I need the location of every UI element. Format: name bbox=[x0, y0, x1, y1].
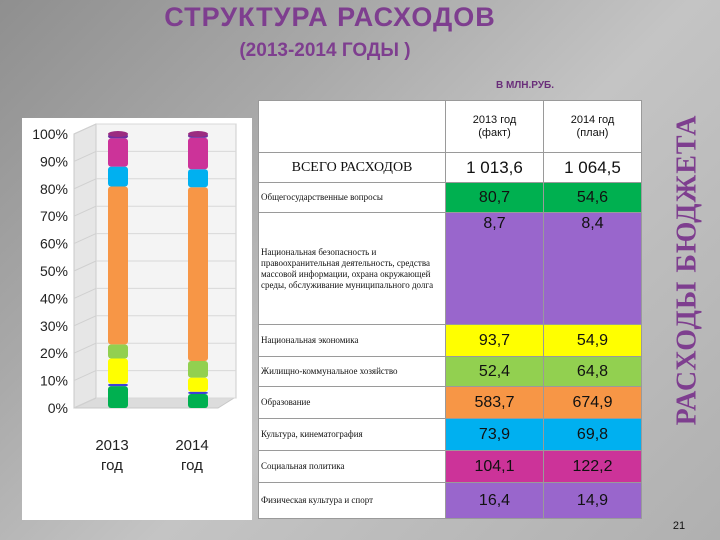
header-blank-cell bbox=[259, 101, 446, 153]
unit-label: В МЛН.РУБ. bbox=[495, 80, 555, 91]
row-value-2013: 73,9 bbox=[446, 419, 544, 451]
table-row bbox=[259, 419, 642, 451]
row-value-2014: 8,4 bbox=[544, 213, 642, 325]
bar-segment bbox=[188, 378, 208, 392]
row-value-2013: 104,1 bbox=[446, 451, 544, 483]
y-tick-label: 20% bbox=[39, 345, 68, 362]
y-tick-label: 0% bbox=[47, 400, 68, 416]
table-row-total bbox=[259, 153, 642, 183]
bar-top-cap bbox=[108, 131, 128, 137]
bar-segment bbox=[108, 386, 128, 408]
total-2013: 1 013,6 bbox=[446, 153, 544, 183]
header-2013: 2013 год (факт) bbox=[446, 101, 544, 153]
bar-segment bbox=[188, 361, 208, 378]
bar-segment bbox=[108, 138, 128, 166]
bar-segment bbox=[188, 187, 208, 361]
row-label: Физическая культура и спорт bbox=[259, 483, 446, 519]
bar-top-cap bbox=[188, 131, 208, 137]
bar-segment bbox=[108, 344, 128, 358]
row-value-2013: 8,7 bbox=[446, 213, 544, 325]
row-value-2014: 122,2 bbox=[544, 451, 642, 483]
bar-segment bbox=[188, 138, 208, 169]
slide-title: СТРУКТУРА РАСХОДОВ bbox=[164, 2, 496, 32]
row-label: Национальная безопасность и правоохранительная деятельность, средства массовой информации, охрана окружающей среды, обслуживание муниципального долга bbox=[259, 213, 446, 325]
row-value-2013: 583,7 bbox=[446, 387, 544, 419]
bar-segment bbox=[108, 167, 128, 187]
row-value-2014: 54,6 bbox=[544, 183, 642, 213]
page-number: 21 bbox=[672, 520, 686, 532]
side-title-wrapper bbox=[667, 40, 707, 500]
row-value-2013: 80,7 bbox=[446, 183, 544, 213]
y-tick-label: 60% bbox=[39, 235, 68, 252]
row-label: Жилищно-коммунальное хозяйство bbox=[259, 357, 446, 387]
header-2014: 2014 год (план) bbox=[544, 101, 642, 153]
row-label: Национальная экономика bbox=[259, 325, 446, 357]
y-tick-label: 90% bbox=[39, 153, 68, 170]
bar-segment bbox=[108, 359, 128, 384]
chart-floor bbox=[74, 398, 234, 408]
row-label: Общегосударственные вопросы bbox=[259, 183, 446, 213]
slide-subtitle: (2013-2014 ГОДЫ ) bbox=[239, 40, 411, 61]
x-category-label: год bbox=[181, 457, 203, 474]
row-label: Культура, кинематография bbox=[259, 419, 446, 451]
bar-segment bbox=[108, 384, 128, 386]
bar-segment bbox=[188, 394, 208, 408]
bar-segment bbox=[188, 169, 208, 187]
total-label: ВСЕГО РАСХОДОВ bbox=[259, 153, 446, 183]
side-title: РАСХОДЫ БЮДЖЕТА bbox=[671, 114, 703, 426]
row-label: Образование bbox=[259, 387, 446, 419]
row-value-2013: 52,4 bbox=[446, 357, 544, 387]
row-value-2014: 674,9 bbox=[544, 387, 642, 419]
y-tick-label: 70% bbox=[39, 208, 68, 225]
table-row bbox=[259, 483, 642, 519]
row-value-2013: 16,4 bbox=[446, 483, 544, 519]
bar-segment bbox=[188, 392, 208, 394]
x-category-label: 2013 bbox=[95, 437, 129, 454]
row-value-2014: 54,9 bbox=[544, 325, 642, 357]
y-tick-label: 30% bbox=[39, 317, 68, 334]
table-row bbox=[259, 357, 642, 387]
bar-segment bbox=[108, 187, 128, 345]
chart-panel bbox=[22, 118, 252, 520]
row-value-2014: 69,8 bbox=[544, 419, 642, 451]
table-row bbox=[259, 387, 642, 419]
table-header-row bbox=[259, 101, 642, 153]
row-label: Социальная политика bbox=[259, 451, 446, 483]
expenses-table bbox=[258, 100, 642, 519]
x-category-label: год bbox=[101, 457, 123, 474]
y-tick-label: 40% bbox=[39, 290, 68, 307]
stacked-bar-chart bbox=[22, 118, 252, 520]
table-row bbox=[259, 183, 642, 213]
row-value-2013: 93,7 bbox=[446, 325, 544, 357]
row-value-2014: 64,8 bbox=[544, 357, 642, 387]
y-tick-label: 80% bbox=[39, 180, 68, 197]
y-tick-label: 100% bbox=[32, 126, 68, 142]
table-row bbox=[259, 213, 642, 325]
y-tick-label: 10% bbox=[39, 372, 68, 389]
table-row bbox=[259, 451, 642, 483]
row-value-2014: 14,9 bbox=[544, 483, 642, 519]
table-row bbox=[259, 325, 642, 357]
x-category-label: 2014 bbox=[175, 437, 209, 454]
total-2014: 1 064,5 bbox=[544, 153, 642, 183]
y-tick-label: 50% bbox=[39, 263, 68, 279]
